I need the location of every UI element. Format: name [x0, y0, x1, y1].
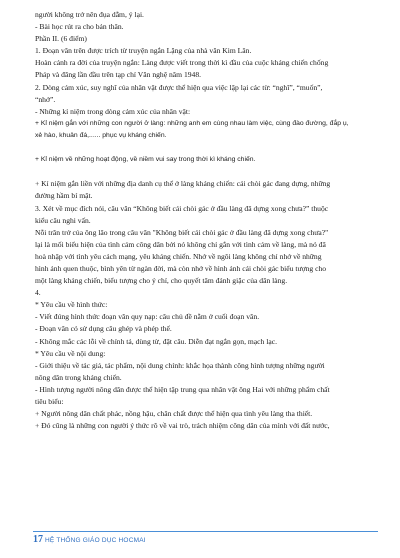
text-line: - Không mắc các lỗi về chính tả, dùng từ, đặt câu. Diễn đạt ngắn gọn, mạch lạc. — [35, 336, 277, 346]
text-line: - Giới thiệu về tác giả, tác phẩm, nội dung chính: khắc họa thành công hình tượng những người — [35, 360, 325, 370]
text-line: 1. Đoạn văn trên được trích từ truyện ngắn Lặng của nhà văn Kim Lân. — [35, 46, 252, 56]
text-line: 2. Dòng cảm xúc, suy nghĩ của nhân vật được thể hiện qua việc lặp lại các từ: “nghĩ”, “muốn”, — [35, 82, 323, 92]
document-body — [35, 9, 380, 432]
text-line: 3. Xét về mục đích nói, câu văn “Không biết cái chòi gác ở đầu làng đã dựng xong chưa?” thuộc — [35, 203, 329, 213]
text-line: - Viết đúng hình thức đoạn văn quy nạp: câu chủ đề nằm ở cuối đoạn văn. — [35, 312, 260, 322]
page-number: 17 — [33, 534, 43, 545]
text-line: một làng kháng chiến, biểu tượng cho ý chí, cho quyết tâm đánh giặc của dân làng. — [35, 276, 288, 286]
text-line: * Yêu cầu về hình thức: — [35, 300, 108, 310]
page-footer — [33, 531, 378, 550]
text-line: “nhớ”. — [35, 94, 56, 104]
text-line — [35, 166, 380, 178]
text-line: hình ảnh quen thuộc, bình yên từ ngàn đời, mà còn nhớ về hình ảnh cái chòi gác biểu tượng cho — [35, 263, 327, 273]
text-line: người không trở nên đụa dẫm, ý lại. — [35, 10, 144, 19]
text-line: + Kỉ niệm gắn liền với những địa danh cụ thể ở làng kháng chiến: cái chòi gác đang dựng, những — [35, 179, 331, 189]
text-line: - Đoạn văn có sử dụng câu ghép và phép thế. — [35, 324, 172, 334]
text-line: Hoàn cảnh ra đời của truyện ngắn: Làng được viết trong thời kì đầu của cuộc kháng chiến chống — [35, 58, 329, 68]
text-line: 4. — [35, 288, 41, 298]
footer-brand: HỆ THỐNG GIÁO DỤC HOCMAI — [45, 537, 146, 544]
text-line: hoà nhập với tình yêu cách mạng, yêu kháng chiến. Nhớ về ngôi làng không chỉ nhớ về những — [35, 251, 322, 261]
text-line: kiểu câu nghi vấn. — [35, 215, 91, 225]
text-line: + Đó cũng là những con người ý thức rõ về vai trò, trách nhiệm công dân của mình với đất nước, — [35, 421, 330, 431]
text-line: + Người nông dân chất phác, nồng hậu, chân chất được thể hiện qua tình yêu làng tha thiết. — [35, 409, 313, 419]
text-line: - Bài học rút ra cho bản thân. — [35, 22, 124, 32]
text-line: Phần II. (6 điểm) — [35, 34, 87, 44]
text-line: - Những kỉ niệm trong dòng cảm xúc của nhân vật: — [35, 106, 191, 116]
text-line: đường hầm bí mật. — [35, 191, 93, 201]
text-line: Nỗi trăn trở của ông lão trong câu văn "Không biết cái chòi gác ở đầu làng đã dựng xong chưa?" — [35, 227, 329, 237]
text-line: * Yêu cầu về nội dung: — [35, 348, 106, 358]
text-line: lại là mối biểu hiện của tình cảm công dân bởi nó không chỉ gắn với tình cảm về làng, mà nó đã — [35, 239, 326, 249]
text-line: + Kỉ niệm gắn với những con người ở làng: những anh em cùng nhau làm việc, cùng đào đường, đắp ụ, — [35, 119, 349, 127]
text-line: - Hình tượng người nông dân được thể hiện tập trung qua nhân vật ông Hai với những phẩm chất — [35, 384, 330, 394]
text-line — [35, 142, 380, 154]
text-line: nông dân trong kháng chiến. — [35, 372, 122, 382]
text-line: tiêu biểu: — [35, 397, 64, 406]
text-line: + Kỉ niệm về những hoạt động, về niềm vui say trong thời kì kháng chiến. — [35, 156, 256, 164]
text-line: xẻ hào, khuân đá,...... phục vụ kháng chiến. — [35, 131, 167, 139]
text-line: Pháp và đăng lần đầu trên tạp chí Văn nghệ năm 1948. — [35, 70, 202, 80]
